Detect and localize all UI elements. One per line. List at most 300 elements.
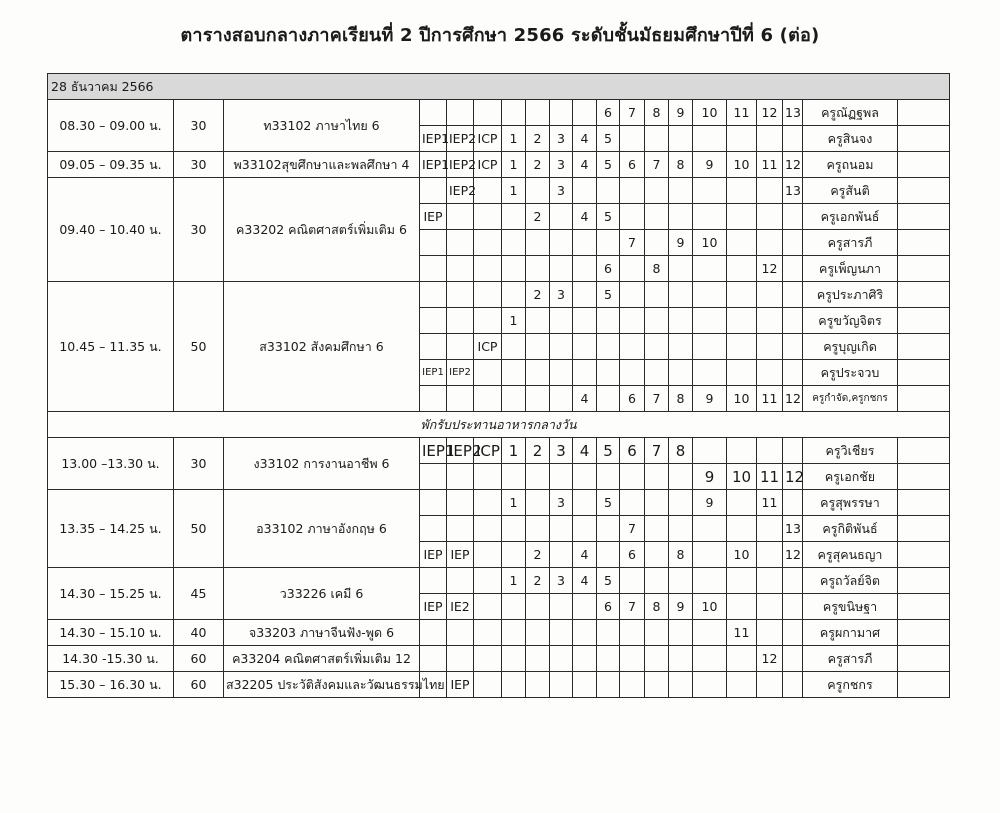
blank-cell (898, 178, 950, 204)
class-cell (757, 282, 783, 308)
class-cell (474, 490, 502, 516)
class-cell: 4 (573, 542, 597, 568)
class-cell (526, 308, 550, 334)
class-cell (526, 490, 550, 516)
teacher-name: ครูสินจง (803, 126, 898, 152)
exam-time: 09.40 – 10.40 น. (48, 178, 174, 282)
class-cell: 1 (502, 490, 526, 516)
class-cell: 7 (620, 594, 645, 620)
class-cell (645, 568, 669, 594)
class-cell (693, 620, 727, 646)
class-cell: 8 (645, 100, 669, 126)
teacher-name: ครูวิเชียร (803, 438, 898, 464)
class-cell (526, 464, 550, 490)
teacher-name: ครูประภาศิริ (803, 282, 898, 308)
lunch-break-row (48, 412, 950, 438)
teacher-name: ครูเพ็ญนภา (803, 256, 898, 282)
class-cell: 12 (757, 646, 783, 672)
class-cell (727, 282, 757, 308)
teacher-name: ครูประจวบ (803, 360, 898, 386)
class-cell: 11 (727, 620, 757, 646)
class-cell (526, 594, 550, 620)
exam-subject: ง33102 การงานอาชีพ 6 (224, 438, 420, 490)
blank-cell (898, 308, 950, 334)
class-cell (645, 490, 669, 516)
exam-row (48, 282, 950, 308)
class-cell (757, 230, 783, 256)
class-cell: 3 (550, 490, 573, 516)
class-cell (573, 100, 597, 126)
class-cell (474, 308, 502, 334)
class-cell (597, 464, 620, 490)
class-cell: 8 (669, 386, 693, 412)
class-cell (573, 178, 597, 204)
class-cell: 13 (783, 516, 803, 542)
class-cell (447, 334, 474, 360)
blank-cell (898, 620, 950, 646)
class-cell (573, 308, 597, 334)
class-cell (474, 672, 502, 698)
class-cell: IEP1 (420, 360, 447, 386)
class-cell: 13 (783, 178, 803, 204)
class-cell (447, 646, 474, 672)
teacher-name: ครูสารภี (803, 230, 898, 256)
class-cell (573, 646, 597, 672)
class-cell (526, 620, 550, 646)
class-cell: 9 (669, 100, 693, 126)
class-cell (573, 594, 597, 620)
class-cell: 4 (573, 152, 597, 178)
class-cell (669, 620, 693, 646)
exam-minutes: 30 (174, 178, 224, 282)
class-cell: 10 (727, 152, 757, 178)
class-cell: 7 (620, 230, 645, 256)
class-cell: 2 (526, 568, 550, 594)
class-cell (597, 542, 620, 568)
class-cell (420, 178, 447, 204)
class-cell (620, 490, 645, 516)
class-cell (420, 490, 447, 516)
class-cell (597, 516, 620, 542)
class-cell (550, 100, 573, 126)
class-cell (474, 594, 502, 620)
class-cell (474, 204, 502, 230)
class-cell (757, 438, 783, 464)
class-cell (757, 360, 783, 386)
class-cell (573, 620, 597, 646)
class-cell (620, 282, 645, 308)
class-cell (502, 594, 526, 620)
class-cell (597, 386, 620, 412)
exam-minutes: 40 (174, 620, 224, 646)
class-cell (693, 178, 727, 204)
exam-minutes: 50 (174, 490, 224, 568)
class-cell (757, 672, 783, 698)
teacher-name: ครูขวัญจิตร (803, 308, 898, 334)
exam-minutes: 45 (174, 568, 224, 620)
class-cell (727, 204, 757, 230)
class-cell: IEP2 (447, 126, 474, 152)
class-cell: 2 (526, 204, 550, 230)
class-cell (783, 620, 803, 646)
class-cell: 3 (550, 152, 573, 178)
teacher-name: ครูสุพรรษา (803, 490, 898, 516)
class-cell (757, 594, 783, 620)
class-cell (727, 646, 757, 672)
teacher-name: ครูณัฏฐพล (803, 100, 898, 126)
class-cell (693, 256, 727, 282)
class-cell (669, 360, 693, 386)
lunch-break-label: พักรับประทานอาหารกลางวัน (48, 412, 950, 438)
class-cell (645, 126, 669, 152)
class-cell (474, 542, 502, 568)
class-cell: IEP (447, 672, 474, 698)
class-cell: 8 (669, 438, 693, 464)
class-cell (573, 230, 597, 256)
class-cell: 11 (757, 464, 783, 490)
class-cell (447, 256, 474, 282)
teacher-name: ครูขนิษฐา (803, 594, 898, 620)
class-cell (550, 464, 573, 490)
class-cell (474, 178, 502, 204)
exam-subject: ท33102 ภาษาไทย 6 (224, 100, 420, 152)
class-cell (693, 646, 727, 672)
class-cell (502, 100, 526, 126)
class-cell: IEP2 (447, 152, 474, 178)
blank-cell (898, 256, 950, 282)
class-cell (757, 620, 783, 646)
class-cell (645, 178, 669, 204)
class-cell (550, 334, 573, 360)
blank-cell (898, 568, 950, 594)
class-cell (783, 594, 803, 620)
class-cell (757, 308, 783, 334)
class-cell (783, 282, 803, 308)
class-cell (727, 360, 757, 386)
class-cell (783, 646, 803, 672)
class-cell (693, 542, 727, 568)
class-cell: 8 (645, 256, 669, 282)
class-cell (420, 256, 447, 282)
class-cell: 3 (550, 282, 573, 308)
class-cell (620, 308, 645, 334)
class-cell (727, 256, 757, 282)
blank-cell (898, 152, 950, 178)
class-cell (783, 672, 803, 698)
class-cell (669, 256, 693, 282)
class-cell (447, 386, 474, 412)
class-cell (526, 672, 550, 698)
class-cell (420, 230, 447, 256)
class-cell: 4 (573, 126, 597, 152)
blank-cell (898, 672, 950, 698)
class-cell (669, 568, 693, 594)
class-cell (669, 334, 693, 360)
class-cell: 6 (597, 594, 620, 620)
class-cell (447, 230, 474, 256)
class-cell: IEP2 (447, 178, 474, 204)
class-cell: 5 (597, 568, 620, 594)
class-cell (727, 308, 757, 334)
class-cell (474, 464, 502, 490)
blank-cell (898, 360, 950, 386)
exam-row (48, 152, 950, 178)
blank-cell (898, 542, 950, 568)
class-cell (783, 308, 803, 334)
class-cell (447, 620, 474, 646)
class-cell (727, 490, 757, 516)
class-cell (573, 282, 597, 308)
class-cell: ICP (474, 126, 502, 152)
class-cell (447, 568, 474, 594)
exam-subject: ส33102 สังคมศึกษา 6 (224, 282, 420, 412)
page-title: ตารางสอบกลางภาคเรียนที่ 2 ปีการศึกษา 2566 ระดับชั้นมัธยมศึกษาปีที่ 6 (ต่อ) (180, 25, 820, 46)
class-cell (573, 360, 597, 386)
class-cell (669, 516, 693, 542)
class-cell: 8 (645, 594, 669, 620)
class-cell (502, 334, 526, 360)
blank-cell (898, 204, 950, 230)
class-cell (447, 308, 474, 334)
class-cell: 2 (526, 438, 550, 464)
class-cell (550, 516, 573, 542)
class-cell: 1 (502, 178, 526, 204)
class-cell (669, 490, 693, 516)
class-cell (502, 204, 526, 230)
class-cell (526, 230, 550, 256)
class-cell (620, 334, 645, 360)
class-cell (597, 672, 620, 698)
class-cell (502, 230, 526, 256)
class-cell (573, 516, 597, 542)
class-cell: 12 (757, 100, 783, 126)
class-cell (727, 438, 757, 464)
class-cell (526, 334, 550, 360)
exam-subject: ค33202 คณิตศาสตร์เพิ่มเติม 6 (224, 178, 420, 282)
class-cell: 9 (693, 152, 727, 178)
teacher-name: ครูสารภี (803, 646, 898, 672)
class-cell (447, 282, 474, 308)
class-cell (502, 672, 526, 698)
class-cell (474, 230, 502, 256)
class-cell: 7 (645, 438, 669, 464)
class-cell: 4 (573, 438, 597, 464)
class-cell (420, 464, 447, 490)
class-cell (447, 204, 474, 230)
blank-cell (898, 282, 950, 308)
teacher-name: ครูกำจัด,ครูกชกร (803, 386, 898, 412)
class-cell (447, 464, 474, 490)
class-cell (693, 282, 727, 308)
class-cell (526, 256, 550, 282)
class-cell (669, 178, 693, 204)
class-cell (550, 594, 573, 620)
class-cell: 12 (783, 464, 803, 490)
class-cell (474, 282, 502, 308)
class-cell: IEP (447, 542, 474, 568)
class-cell (474, 568, 502, 594)
exam-minutes: 30 (174, 152, 224, 178)
class-cell (757, 126, 783, 152)
class-cell: 11 (757, 152, 783, 178)
class-cell (669, 308, 693, 334)
class-cell: IEP2 (447, 438, 474, 464)
class-cell (550, 204, 573, 230)
class-cell: 7 (645, 386, 669, 412)
class-cell (645, 334, 669, 360)
exam-row (48, 620, 950, 646)
class-cell (645, 282, 669, 308)
class-cell: 5 (597, 438, 620, 464)
class-cell: 9 (669, 594, 693, 620)
exam-minutes: 50 (174, 282, 224, 412)
class-cell (420, 516, 447, 542)
class-cell (727, 672, 757, 698)
class-cell (420, 386, 447, 412)
class-cell (620, 204, 645, 230)
class-cell (573, 672, 597, 698)
class-cell (550, 646, 573, 672)
class-cell: 5 (597, 282, 620, 308)
class-cell (502, 620, 526, 646)
class-cell: 10 (727, 464, 757, 490)
class-cell (693, 516, 727, 542)
class-cell (573, 464, 597, 490)
class-cell (620, 646, 645, 672)
class-cell (783, 126, 803, 152)
class-cell (420, 646, 447, 672)
class-cell (727, 334, 757, 360)
class-cell (526, 100, 550, 126)
class-cell: 9 (693, 386, 727, 412)
class-cell (669, 464, 693, 490)
class-cell: 11 (757, 386, 783, 412)
blank-cell (898, 438, 950, 464)
class-cell (645, 360, 669, 386)
class-cell (502, 464, 526, 490)
class-cell: IEP1 (420, 438, 447, 464)
exam-subject: ส32205 ประวัติสังคมและวัฒนธรรมไทย (224, 672, 420, 698)
exam-time: 15.30 – 16.30 น. (48, 672, 174, 698)
class-cell (420, 308, 447, 334)
class-cell (526, 386, 550, 412)
class-cell (757, 568, 783, 594)
class-cell (474, 100, 502, 126)
class-cell (502, 386, 526, 412)
class-cell (620, 464, 645, 490)
class-cell (447, 490, 474, 516)
class-cell (727, 178, 757, 204)
class-cell (727, 516, 757, 542)
teacher-name: ครูถนอม (803, 152, 898, 178)
class-cell (620, 620, 645, 646)
class-cell: IEP (420, 204, 447, 230)
class-cell: 3 (550, 568, 573, 594)
class-cell (502, 256, 526, 282)
class-cell (620, 256, 645, 282)
class-cell: 2 (526, 152, 550, 178)
class-cell (502, 542, 526, 568)
class-cell: IEP (420, 594, 447, 620)
exam-subject: พ33102สุขศึกษาและพลศึกษา 4 (224, 152, 420, 178)
class-cell (597, 646, 620, 672)
class-cell: 8 (669, 152, 693, 178)
class-cell (550, 360, 573, 386)
exam-time: 13.00 –13.30 น. (48, 438, 174, 490)
class-cell: 5 (597, 152, 620, 178)
class-cell (502, 646, 526, 672)
class-cell: IEP1 (420, 152, 447, 178)
class-cell: 6 (620, 438, 645, 464)
exam-time: 14.30 – 15.10 น. (48, 620, 174, 646)
exam-row (48, 178, 950, 204)
class-cell: 1 (502, 126, 526, 152)
class-cell: 3 (550, 126, 573, 152)
class-cell: ICP (474, 152, 502, 178)
class-cell: 10 (693, 594, 727, 620)
exam-date: 28 ธันวาคม 2566 (48, 74, 950, 100)
class-cell (693, 334, 727, 360)
blank-cell (898, 230, 950, 256)
class-cell (645, 646, 669, 672)
class-cell (669, 126, 693, 152)
exam-minutes: 60 (174, 646, 224, 672)
exam-time: 14.30 – 15.25 น. (48, 568, 174, 620)
blank-cell (898, 516, 950, 542)
exam-row (48, 568, 950, 594)
class-cell (757, 204, 783, 230)
class-cell: 10 (727, 386, 757, 412)
class-cell (526, 646, 550, 672)
exam-subject: จ33203 ภาษาจีนฟัง-พูด 6 (224, 620, 420, 646)
class-cell: 10 (693, 100, 727, 126)
exam-time: 13.35 – 14.25 น. (48, 490, 174, 568)
class-cell (474, 386, 502, 412)
teacher-name: ครูบุญเกิด (803, 334, 898, 360)
class-cell: 6 (620, 386, 645, 412)
exam-schedule-table (47, 73, 950, 698)
exam-subject: อ33102 ภาษาอังกฤษ 6 (224, 490, 420, 568)
class-cell (420, 282, 447, 308)
class-cell (550, 542, 573, 568)
class-cell (620, 568, 645, 594)
class-cell (550, 230, 573, 256)
class-cell (783, 568, 803, 594)
exam-minutes: 30 (174, 438, 224, 490)
class-cell (597, 178, 620, 204)
class-cell (757, 542, 783, 568)
class-cell (420, 568, 447, 594)
class-cell: 6 (597, 256, 620, 282)
class-cell (550, 386, 573, 412)
class-cell: 12 (783, 542, 803, 568)
class-cell: 7 (620, 100, 645, 126)
class-cell (645, 230, 669, 256)
blank-cell (898, 334, 950, 360)
class-cell (669, 672, 693, 698)
exam-subject: ว33226 เคมี 6 (224, 568, 420, 620)
class-cell (783, 490, 803, 516)
class-cell (693, 360, 727, 386)
class-cell (420, 334, 447, 360)
class-cell: 2 (526, 126, 550, 152)
class-cell: 6 (620, 152, 645, 178)
class-cell (669, 282, 693, 308)
class-cell: 11 (757, 490, 783, 516)
class-cell (693, 126, 727, 152)
teacher-name: ครูสุคนธญา (803, 542, 898, 568)
exam-row (48, 672, 950, 698)
